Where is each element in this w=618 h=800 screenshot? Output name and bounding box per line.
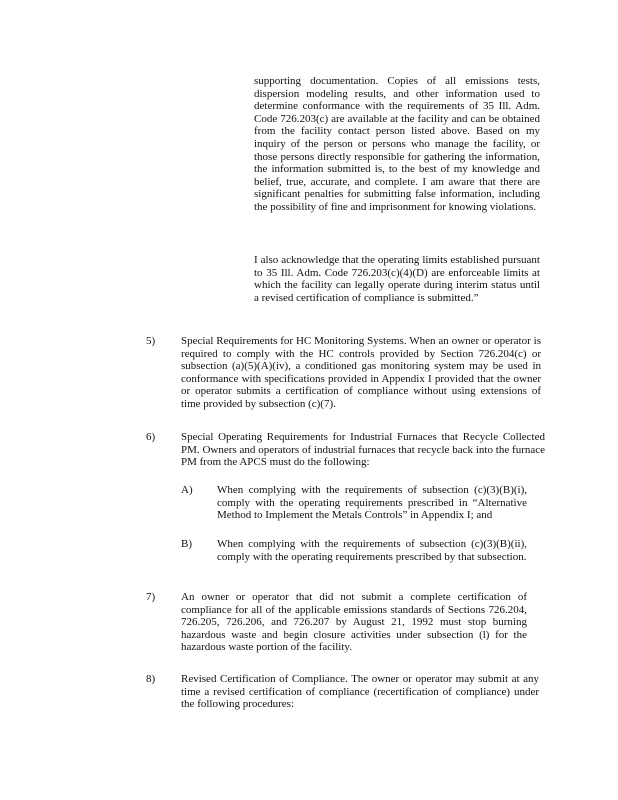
subitem-letter: A): [181, 484, 193, 496]
subitem-text: When complying with the requirements of subsection (c)(3)(B)(ii), comply with the operating requirements prescribed by that subsection.: [217, 538, 527, 563]
item-text: Special Operating Requirements for Industrial Furnaces that Recycle Collected PM. Owners and operators of industrial furnaces that recycle back into the furnace PM from the APCS must do the following:: [181, 431, 545, 469]
item-text: Revised Certification of Compliance. The owner or operator may submit at any time a revised certification of compliance (recertification of compliance) under the following procedures:: [181, 673, 539, 711]
item-number: 6): [146, 431, 156, 443]
item-text: Special Requirements for HC Monitoring Systems. When an owner or operator is required to comply with the HC controls provided by Section 726.204(c) or subsection (a)(5)(A)(iv), a conditioned gas monitoring system may be used in conformance with specifications provided in Appendix I provided that the owner or operator submits a certification of compliance without using extensions of time provided by subsection (c)(7).: [181, 335, 541, 410]
item-text: An owner or operator that did not submit a complete certification of compliance for all of the applicable emissions standards of Sections 726.204, 726.205, 726.206, and 726.207 by August 21, 1992 must stop burning hazardous waste and begin closure activities under subsection (l) for the hazardous waste portion of the facility.: [181, 591, 527, 654]
item-number: 8): [146, 673, 156, 685]
certification-paragraph: supporting documentation. Copies of all emissions tests, dispersion modeling results, and other information used to determine conformance with the requirements of 35 Ill. Adm. Code 726.203(c) are available at the facility and can be obtained from the facility contact person listed above. Based on my inquiry of the person or persons who manage the facility, or those persons directly responsible for gathering the information, the information submitted is, to the best of my knowledge and belief, true, accurate, and complete. I am aware that there are significant penalties for submitting false information, including the possibility of fine and imprisonment for knowing violations.: [254, 75, 540, 213]
item-number: 7): [146, 591, 156, 603]
subitem-text: When complying with the requirements of subsection (c)(3)(B)(i), comply with the operating requirements prescribed in “Alternative Method to Implement the Metals Controls” in Appendix I; and: [217, 484, 527, 522]
acknowledgement-paragraph: I also acknowledge that the operating limits established pursuant to 35 Ill. Adm. Code 726.203(c)(4)(D) are enforceable limits at which the facility can legally operate during interim status until a revised certification of compliance is submitted.”: [254, 254, 540, 304]
subitem-letter: B): [181, 538, 192, 550]
item-number: 5): [146, 335, 156, 347]
